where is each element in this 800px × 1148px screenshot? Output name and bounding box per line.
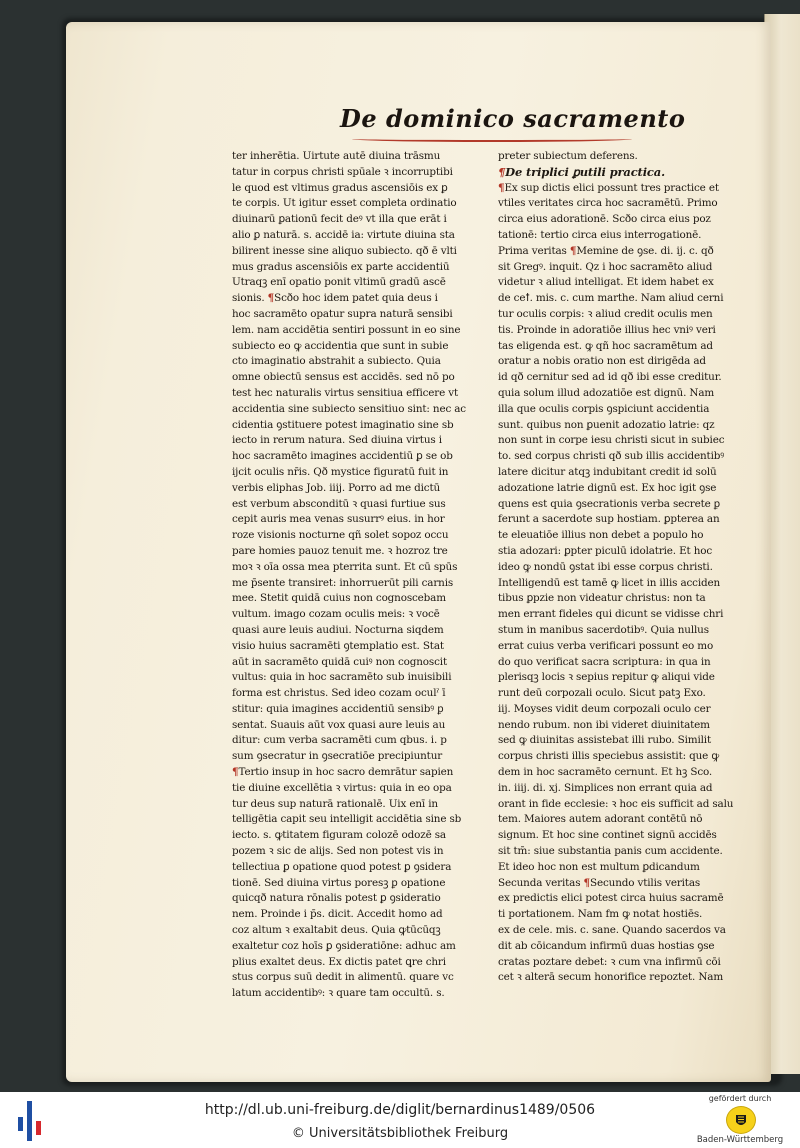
copyright-notice: © Universitätsbibliothek Freiburg (291, 1126, 509, 1141)
rubric-mark: ¶ (267, 292, 275, 305)
left-column-line: tionē. Sed diuina virtus poresꝫ ꝑ opatione (232, 876, 446, 889)
left-column-line: alio ꝑ naturā. s. accidē ia: virtute diuina sta (232, 228, 455, 241)
left-column-line: hoc sacramēto imagines accidentiū ꝑ se ob (232, 450, 453, 463)
right-column-line: quens est quia ꝯsecrationis verba secrete ꝑ (498, 497, 721, 510)
right-column-line: tas eligenda est. ꝙ qñ hoc sacramētum ad (498, 339, 713, 352)
right-column-line: ¶De triplici ꝑutili practica. (498, 164, 665, 179)
rubric-mark: ¶ (583, 876, 591, 889)
left-column-line: exaltetur coz hoīs ꝑ ꝯsideratiōne: adhuc am (232, 939, 456, 952)
right-column-line: errat cuius verba verificari possunt eo mo (498, 639, 714, 652)
left-column-line: stitur: quia imagines accidentiū sensibꝰ ꝑ (232, 702, 444, 715)
logo-bar-2 (27, 1101, 32, 1141)
left-text-column (232, 149, 480, 1002)
rubric-mark: ¶ (498, 181, 505, 194)
left-column-line: quasi aure leuis audiui. Nocturna siqdem (232, 623, 444, 636)
right-column-line: ¶Ex sup dictis elici possunt tres practice et (498, 181, 719, 194)
right-column-line: to. sed corpus christi qð sub illis accidentibꝰ (498, 450, 725, 463)
left-column-line: pozem ꝛ sic de alijs. Sed non potest vis in (232, 845, 444, 858)
left-column-line: telligētia capit seu intelligit accidētia sine sb (232, 813, 462, 826)
left-column-line: hoc sacramēto opatur supra naturā sensibi (232, 307, 453, 320)
left-column-line: sentat. Suauis aūt vox quasi aure leuis au (232, 718, 446, 731)
rubric-mark: ¶ (498, 164, 506, 179)
left-column-line: mus gradus ascensiōis ex parte accidentiū (232, 260, 450, 273)
left-column-line: cto imaginatio abstrahit a subiecto. Quia (232, 355, 441, 368)
left-column-line: cidentia ꝯstituere potest imaginatio sine sb (232, 418, 454, 431)
left-column-line: coz altum ꝛ exaltabit deus. Quia ꝙtūcūqꝫ (232, 924, 441, 937)
logo-bar-1 (18, 1117, 23, 1131)
permalink-url[interactable]: http://dl.ub.uni-freiburg.de/diglit/bernardinus1489/0506 (204, 1102, 596, 1118)
left-column-line: est verbum absconditū ꝛ quasi furtiue sus (232, 497, 446, 510)
right-column-line: Et ideo hoc non est multum ꝑdicandum (498, 860, 700, 873)
right-column-line: sed ꝙ diuinitas assistebat illi rubo. Similit (498, 734, 711, 747)
left-column-line: verbis eliphas Job. iiij. Porro ad me dictū (232, 481, 441, 494)
right-column-line: do quo verificat sacra scriptura: in qua in (498, 655, 711, 668)
right-column-line: preter subiectum deferens. (498, 150, 638, 162)
right-column-line: ti portationem. Nam fm ꝙ notat hostiēs. (498, 908, 703, 921)
left-column-line: mee. Stetit quidā cuius non cognoscebam (232, 592, 446, 605)
left-column-line: lem. nam accidētia sentiri possunt in eo sine (232, 323, 461, 336)
left-column-line: vultus: quia in hoc sacramēto sub inuisibili (232, 671, 452, 684)
right-column-line: cet ꝛ alterā secum honorifice repoztet. Nam (498, 971, 724, 984)
left-column-line: iecto in rerum natura. Sed diuina virtus i (232, 434, 442, 447)
left-column-line: tatur in corpus christi spūale ꝛ incorruptibi (232, 165, 453, 178)
right-column-line: signum. Et hoc sine continet signū accidēs (498, 829, 717, 842)
left-column-line: roze visionis nocturne qñ solet sopoz occu (232, 529, 449, 542)
left-column-line: aūt in sacramēto quidā cuiꝰ non cognoscit (232, 655, 447, 668)
right-column-line: id qð cernitur sed ad id qð ibi esse creditur. (498, 371, 722, 384)
left-column-line: ¶Tertio insup in hoc sacro demrātur sapien (232, 766, 454, 779)
ub-freiburg-logo-icon[interactable] (18, 1101, 48, 1141)
right-column-line: sit Gregꝰ. inquit. Qz i hoc sacramēto aliud (498, 260, 713, 273)
right-column-line: ferunt a sacerdote sup hostiam. ꝑpterea an (498, 513, 720, 526)
rubric-mark: ¶ (232, 766, 239, 779)
rubric-mark: ¶ (569, 244, 577, 257)
left-column-line: ijcit oculis nr̄is. Qð mystice figuratū fuit in (232, 465, 449, 478)
right-text-column (498, 149, 734, 986)
right-column-line: Secunda veritas ¶Secundo vtilis veritas (498, 876, 701, 889)
funder-name: Baden-Württemberg (696, 1135, 784, 1145)
left-column-line: me p̄sente transiret: inhorruerūt pili carnis (232, 576, 454, 589)
left-column-line: vultum. imago cozam oculis meis: ꝛ vocē (232, 608, 440, 621)
right-column-line: illa que oculis corpis ꝯspiciunt accidentia (498, 402, 710, 415)
left-column-line: omne obiectū sensus est accidēs. sed nō po (232, 371, 455, 384)
left-column-line: visio huius sacramēti ꝯtemplatio est. Stat (232, 639, 444, 652)
right-column-line: orant in fide ecclesie: ꝛ hoc eis sufficit ad salu (498, 797, 734, 810)
left-column-line: tellectiua ꝑ opatione quod potest ꝑ ꝯsidera (232, 860, 452, 873)
right-column-line: tis. Proinde in adoratiōe illius hec vniꝰ veri (498, 323, 716, 336)
right-column-line: tibus ꝑpzie non videatur christus: non ta (498, 592, 706, 605)
right-column-line: tationē: tertio circa eius interrogationē. (498, 228, 702, 241)
right-column-line: stum in manibus sacerdotibꝰ. Quia nullus (498, 623, 709, 636)
left-column-line: cepit auris mea venas susurrꝰ eius. in hor (232, 513, 445, 526)
right-column-line: Intelligendū est tamē ꝙ licet in illis acciden (498, 576, 721, 589)
left-column-line: moꝛ ꝛ oīa ossa mea pterrita sunt. Et cū spūs (232, 560, 458, 573)
left-column-line: accidentia sine subiecto sensitiuo sint: nec ac (232, 402, 466, 415)
left-column-line: sionis. ¶Scðo hoc idem patet quia deus i (232, 292, 438, 305)
funder-label: gefördert durch (708, 1094, 772, 1103)
left-column-line: te corpis. Ut igitur esset completa ordinatio (232, 197, 457, 210)
right-column-line: de ceꝉ. mis. c. cum marthe. Nam aliud cerni (498, 292, 724, 305)
right-column-line: runt deū corpozali oculo. Sicut patꝫ Exo. (498, 687, 706, 700)
left-column-line: Utraqꝫ enī opatio ponit vltimū gradū ascē (232, 276, 446, 289)
right-column-line: nendo rubum. non ibi videret diuinitatem (498, 718, 710, 731)
left-column-line: plius exaltet deus. Ex dictis patet ꝗre chri (232, 955, 446, 968)
right-column-line: Prima veritas ¶Memine de ꝯse. di. ij. c. qð (498, 244, 714, 257)
left-column-line: test hec naturalis virtus sensitiua efficere vt (232, 386, 459, 399)
right-column-line: vtiles veritates circa hoc sacramētū. Primo (498, 197, 718, 210)
right-column-line: tur oculis corpis: ꝛ aliud credit oculis men (498, 307, 713, 320)
left-column-line: sum ꝯsecratur in ꝯsecratiōe precipiuntur (232, 750, 443, 763)
right-column-line: ideo ꝙ nondū ꝯstat ibi esse corpus christi. (498, 560, 713, 573)
left-column-line: forma est christus. Sed ideo cozam oculˀ ī (232, 687, 446, 700)
left-column-line: tie diuine excellētia ꝛ virtus: quia in eo opa (232, 781, 452, 794)
right-column-line: plerisqꝫ locis ꝛ sepius repitur ꝙ aliqui vide (498, 671, 715, 684)
right-column-line: sit tm̄: siue substantia panis cum accidente. (498, 845, 723, 858)
right-column-line: cratas poztare debet: ꝛ cum vna infirmū cōi (498, 955, 721, 968)
left-column-line: subiecto eo ꝙ accidentia que sunt in subie (232, 339, 449, 352)
right-column-line: ex de cele. mis. c. sane. Quando sacerdos va (498, 924, 726, 937)
right-column-line: oratur a nobis oratio non est dirigēda ad (498, 355, 706, 368)
right-column-line: te eleuatiōe illius non debet a populo ho (498, 529, 704, 542)
left-column-line: ter inherētia. Uirtute autē diuina trāsmu (232, 150, 441, 162)
right-column-line: latere dicitur atqꝫ indubitant credit id solū (498, 465, 717, 478)
right-column-line: corpus christi illis speciebus assistit: que ꝙ (498, 750, 719, 763)
left-column-line: le quod est vltimus gradus ascensiōis ex ꝑ (232, 181, 448, 194)
logo-bar-3 (36, 1121, 41, 1135)
left-column-line: pare homies pauoz tenuit me. ꝛ hozroz tre (232, 544, 448, 557)
left-column-line: iecto. s. ꝙtitatem figuram colozē odozē sa (232, 829, 446, 842)
baden-wuerttemberg-emblem-icon[interactable] (726, 1106, 756, 1134)
right-column-line: videtur ꝛ aliud intelligat. Et idem habet ex (498, 276, 714, 289)
right-column-line: non sunt in corpe iesu christi sicut in subiec (498, 434, 725, 447)
right-column-line: in. iiij. di. xj. Simplices non errant quia ad (498, 781, 713, 794)
right-column-line: iij. Moyses vidit deum corpozali oculo cer (498, 702, 711, 715)
left-column-line: latum accidentibꝰ: ꝛ quare tam occultū. s. (232, 987, 445, 1000)
left-column-line: ditur: cum verba sacramēti cum qbus. i. p (232, 734, 447, 747)
right-column-line: quia solum illud adozatiōe est dignū. Nam (498, 386, 715, 399)
right-column-line: tem. Maiores autem adorant contētū nō (498, 813, 703, 826)
title-flourish (352, 136, 632, 142)
left-column-line: nem. Proinde i p̄s. dicit. Accedit homo ad (232, 908, 443, 921)
right-column-line: dem in hoc sacramēto cernunt. Et hꝫ Sco. (498, 766, 713, 779)
left-column-line: bilirent inesse sine aliquo subiecto. qð ē vlti (232, 244, 457, 257)
left-column-line: stus corpus suū dedit in alimentū. quare vc (232, 971, 454, 984)
right-column-line: stia adozari: ꝑpter piculū idolatrie. Et hoc (498, 544, 713, 557)
running-title: De dominico sacramento (340, 104, 686, 133)
right-column-line: ex predictis elici potest circa huius sacramē (498, 892, 724, 905)
right-column-line: sunt. quibus non ꝑuenit adozatio latrie: qz (498, 418, 715, 431)
left-column-line: tur deus sup naturā rationalē. Uix enī in (232, 797, 438, 810)
left-column-line: diuinarū ꝑationū fecit deꝰ vt illa que erāt i (232, 213, 447, 226)
right-column-line: men errant fideles qui dicunt se vidisse chri (498, 608, 724, 621)
left-column-line: quicqð natura rōnalis potest ꝑ ꝯsideratio (232, 892, 441, 905)
right-column-line: adozatione latrie dignū est. Ex hoc igit ꝯse (498, 481, 717, 494)
right-column-line: circa eius adorationē. Scðo circa eius poz (498, 213, 711, 226)
right-column-line: dit ab cōicandum infirmū duas hostias ꝯse (498, 939, 715, 952)
